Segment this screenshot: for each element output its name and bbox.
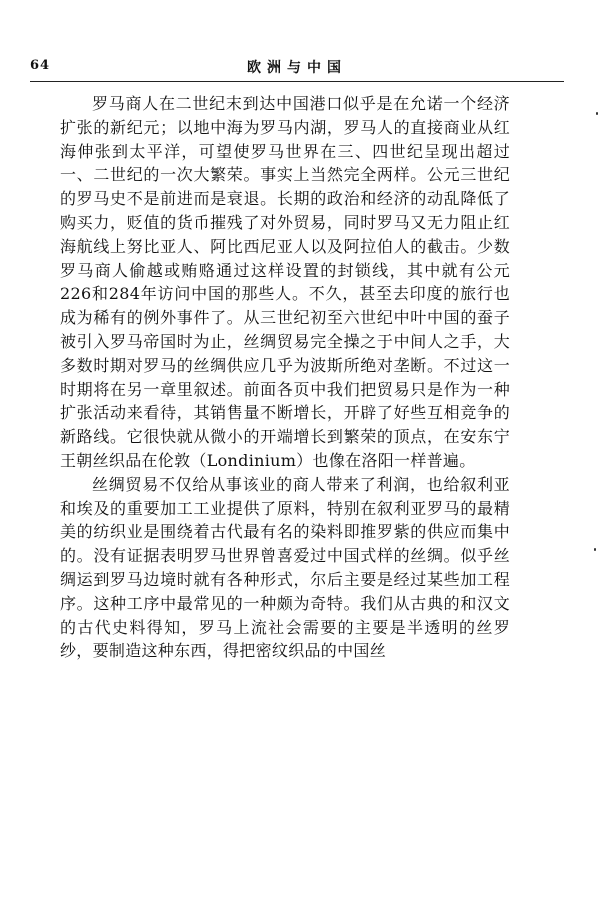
scan-speck (594, 548, 596, 551)
paragraph: 丝绸贸易不仅给从事该业的商人带来了利润，也给叙利亚和埃及的重要加工工业提供了原料，特别在叙利亚罗马的最精美的纺织业是围绕着古代最有名的染料即推罗紫的供应而集中的。没有证据表明罗马世界曾喜爱过中国式样的丝绸。似乎丝绸运到罗马边境时就有各种形式，尔后主要是经过某些加工程序。这种工序中最常见的一种颇为奇特。我们从古典的和汉文的古代史料得知，罗马上流社会需要的主要是半透明的丝罗纱，要制造这种东西，得把密纹织品的中国丝 (60, 474, 510, 661)
scan-speck (596, 112, 598, 115)
page-number: 64 (30, 58, 51, 73)
running-title: 欧洲与中国 (247, 60, 347, 76)
paragraph: 罗马商人在二世纪末到达中国港口似乎是在允诺一个经济扩张的新纪元；以地中海为罗马内湖，罗马人的直接商业从红海伸张到太平洋，可望使罗马世界在三、四世纪呈现出超过一、二世纪的一次大繁荣。事实上当然完全两样。公元三世纪的罗马史不是前进而是衰退。长期的政治和经济的动乱降低了购买力，贬值的货币摧残了对外贸易，同时罗马又无力阻止红海航线上努比亚人、阿比西尼亚人以及阿拉伯人的截击。少数罗马商人偷越或贿赂通过这样设置的封锁线，其中就有公元226和284年访问中国的那些人。不久，甚至去印度的旅行也成为稀有的例外事件了。从三世纪初至六世纪中叶中国的蚕子被引入罗马帝国时为止，丝绸贸易完全操之于中间人之手，大多数时期对罗马的丝绸供应几乎为波斯所绝对垄断。不过这一时期将在另一章里叙述。前面各页中我们把贸易只是作为一种扩张活动来看待，其销售量不断增长，开辟了好些互相竞争的新路线。它很快就从微小的开端增长到繁荣的顶点，在安东宁王朝丝织品在伦敦（Londinium）也像在洛阳一样普遍。 (60, 94, 510, 470)
body-text (60, 92, 510, 663)
header-rule (30, 81, 564, 82)
page-header (30, 58, 564, 80)
